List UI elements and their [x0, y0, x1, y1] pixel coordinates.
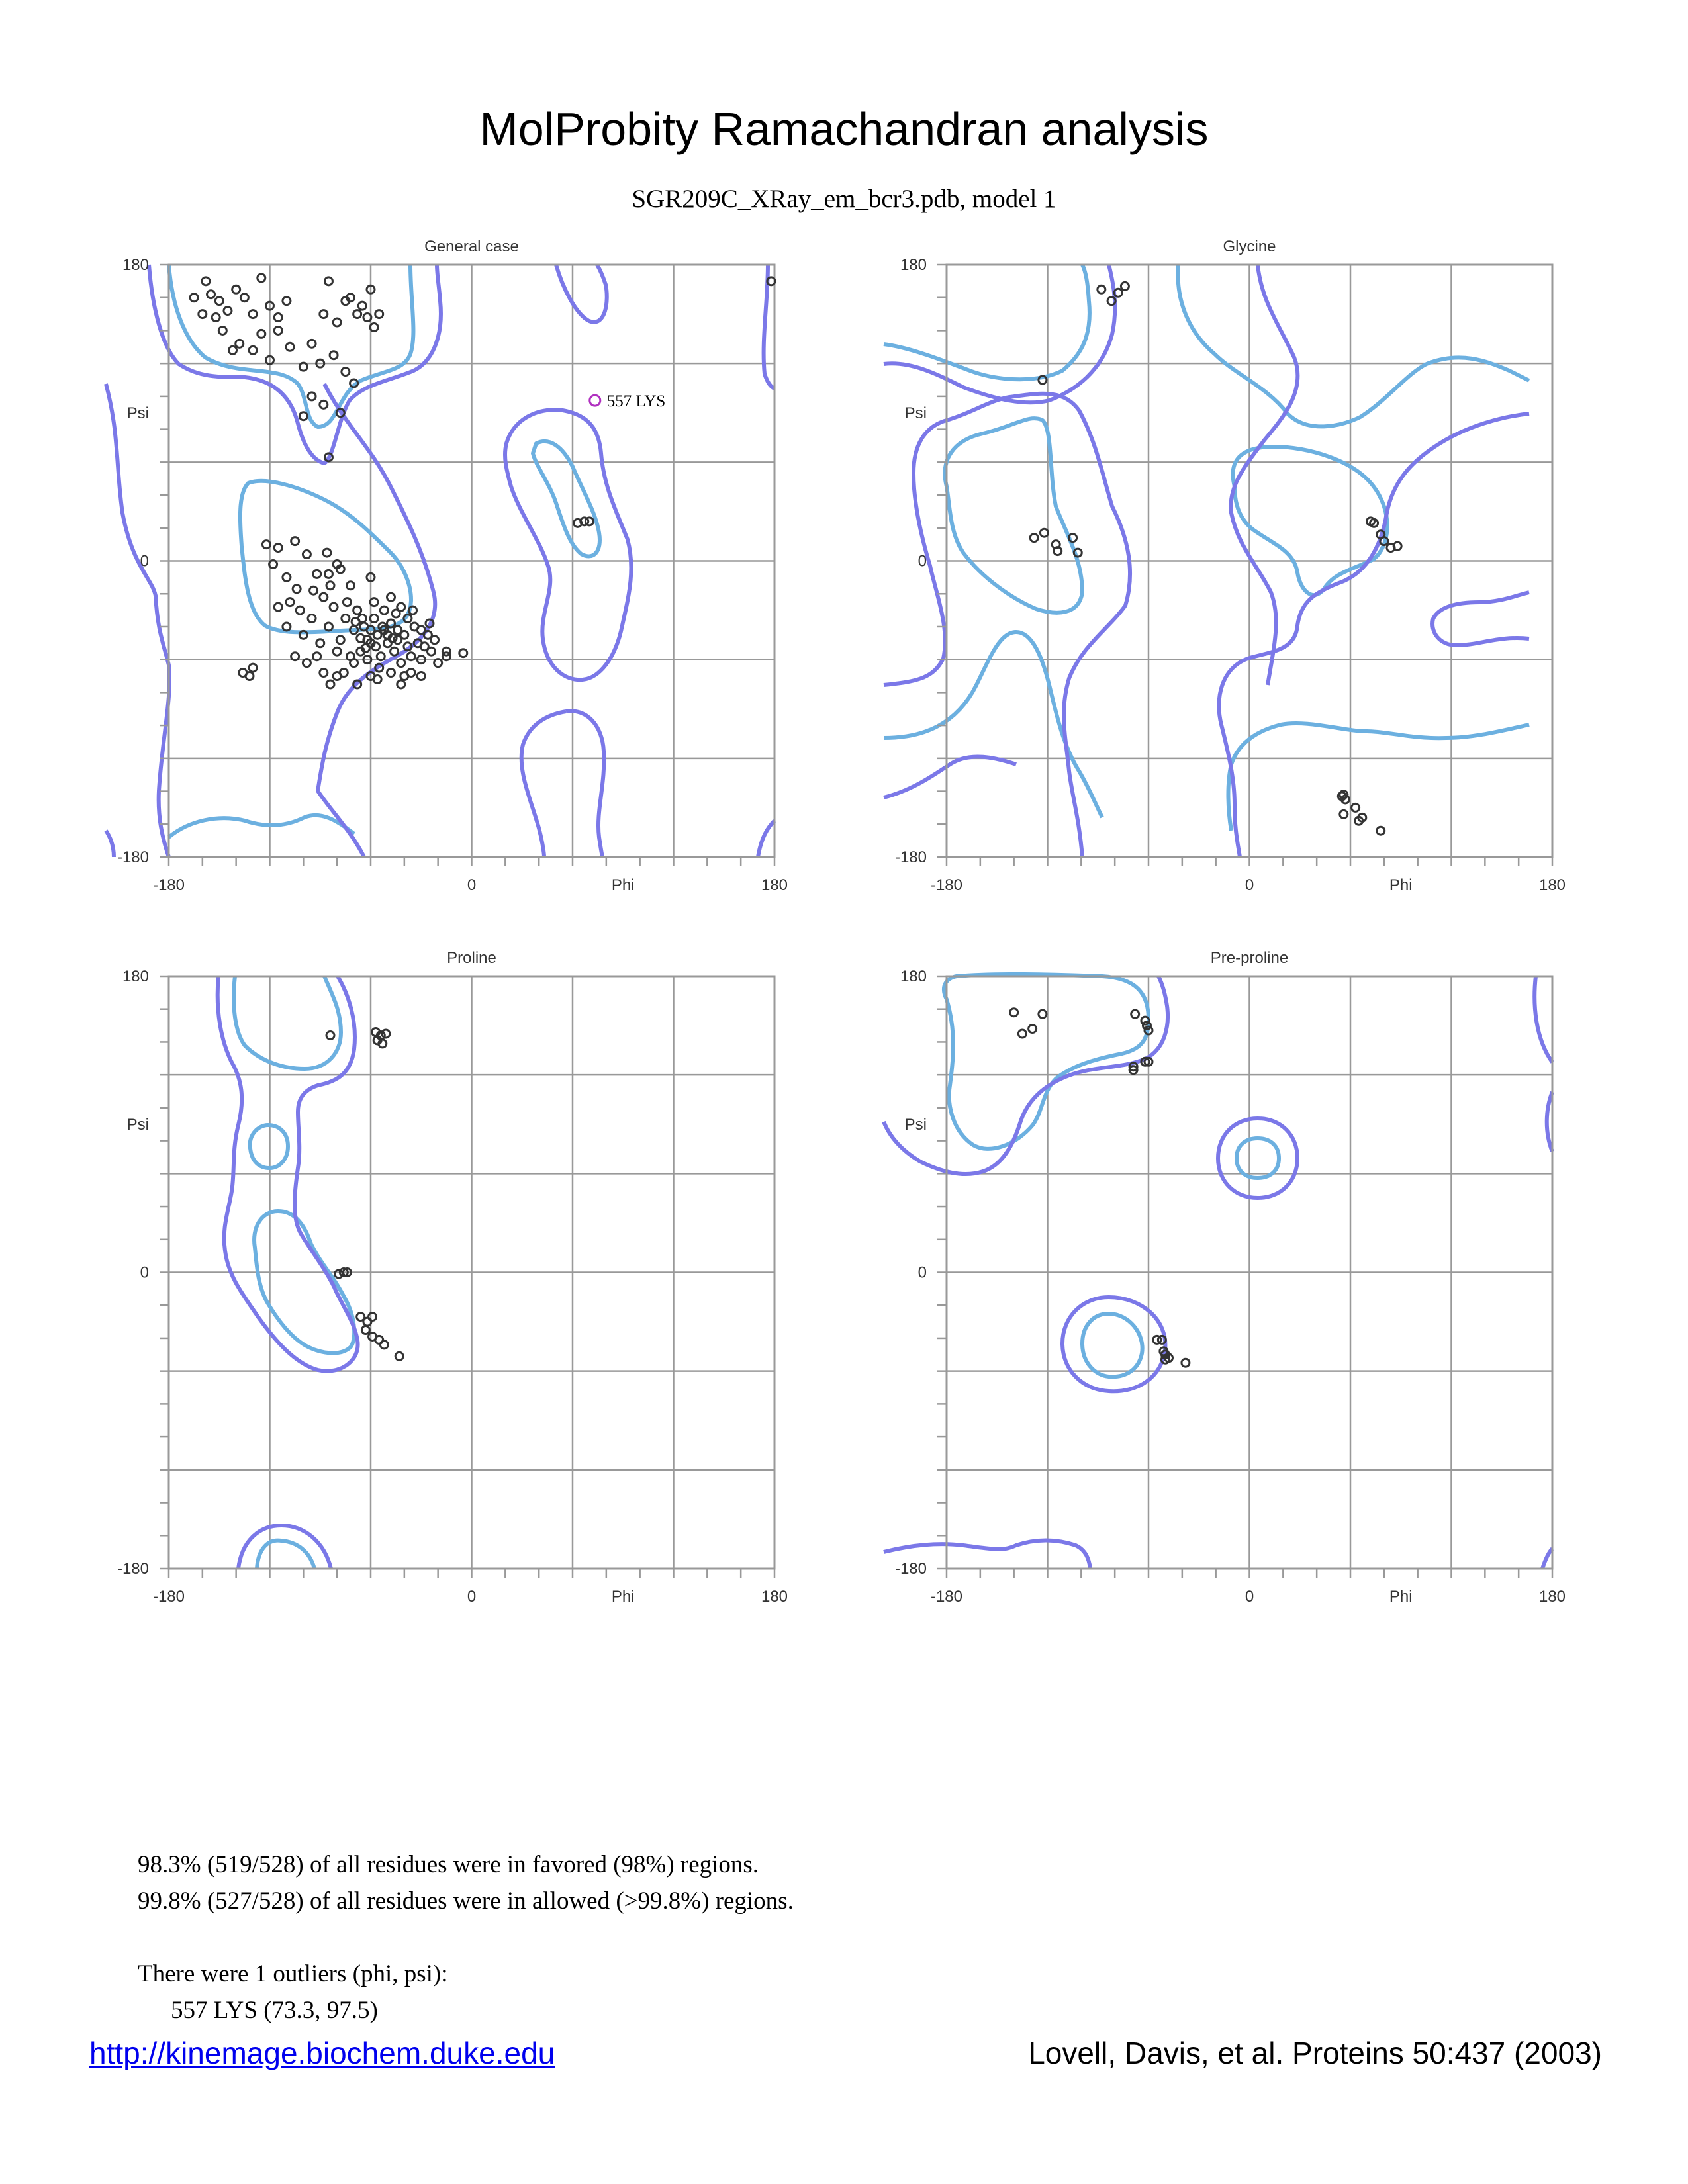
favored-contour — [944, 974, 1149, 1149]
allowed-contour — [1432, 592, 1529, 645]
data-point — [324, 277, 332, 285]
allowed-contour — [1231, 265, 1297, 685]
data-point — [352, 617, 359, 625]
favored-contour — [1178, 265, 1529, 426]
data-point — [236, 340, 244, 347]
data-point — [1029, 1025, 1037, 1033]
y-tick-label: 180 — [122, 256, 149, 274]
data-point — [397, 680, 405, 688]
panel-title: General case — [424, 238, 519, 255]
outlier-label: 557 LYS — [606, 392, 666, 411]
allowed-contour — [238, 1525, 331, 1569]
favored-contour — [257, 1541, 314, 1569]
data-point — [320, 669, 328, 677]
data-point — [258, 274, 265, 282]
data-point — [585, 518, 593, 525]
allowed-contour — [1534, 976, 1552, 1062]
x-tick-label: 180 — [761, 876, 788, 894]
data-point — [1098, 285, 1105, 293]
data-point — [324, 570, 332, 578]
favored-contour — [533, 441, 600, 557]
data-point — [286, 598, 294, 606]
outlier-point — [590, 395, 600, 406]
axis-ticks — [937, 976, 1552, 1578]
allowed-contour — [884, 756, 1016, 797]
data-point — [308, 340, 316, 347]
data-point — [320, 310, 328, 318]
x-axis-label: Phi — [1389, 876, 1413, 894]
y-axis-label: Psi — [126, 1115, 149, 1134]
data-point — [240, 294, 248, 302]
data-point — [310, 586, 318, 594]
data-point — [308, 615, 316, 623]
data-point — [274, 326, 282, 334]
data-point — [212, 314, 220, 322]
allowed-contour — [764, 265, 774, 388]
allowed-contour — [758, 821, 774, 857]
data-point — [258, 330, 265, 338]
x-tick-label: -180 — [152, 876, 185, 894]
data-point — [299, 412, 307, 420]
x-axis-label: Phi — [1389, 1588, 1413, 1606]
y-tick-label: -180 — [894, 848, 927, 866]
data-point — [336, 636, 344, 644]
allowed-contour — [1542, 1549, 1552, 1569]
data-point — [249, 310, 257, 318]
outliers-heading: There were 1 outliers (phi, psi): — [138, 1960, 448, 1987]
allowed-summary: 99.8% (527/528) of all residues were in allowed (>99.8%) regions. — [138, 1888, 794, 1915]
data-point — [249, 346, 257, 354]
favored-contour — [169, 815, 354, 837]
data-point — [323, 549, 331, 557]
data-point — [417, 626, 425, 634]
allowed-contour — [106, 384, 169, 857]
data-point — [333, 318, 341, 326]
x-tick-label: 0 — [1244, 876, 1254, 894]
x-tick-label: 0 — [467, 1588, 477, 1606]
data-point — [459, 649, 467, 657]
data-point — [358, 302, 366, 310]
ramachandran-plot-proline — [106, 933, 801, 1608]
data-point — [1131, 1010, 1139, 1018]
data-point — [218, 326, 226, 334]
x-tick-label: 180 — [1538, 1588, 1566, 1606]
panel-title: Glycine — [1223, 238, 1276, 255]
data-point — [391, 647, 399, 655]
data-point — [274, 314, 282, 322]
panel-title: Proline — [447, 949, 496, 967]
data-point — [417, 672, 425, 680]
data-point — [291, 537, 299, 545]
data-point — [1182, 1359, 1190, 1367]
allowed-contour — [884, 265, 1115, 402]
data-point — [283, 297, 291, 305]
data-point — [431, 636, 439, 644]
grid — [169, 265, 774, 857]
allowed-contour — [1219, 414, 1529, 857]
data-point — [342, 368, 350, 376]
data-point — [395, 1352, 403, 1360]
data-point — [353, 310, 361, 318]
data-point — [387, 593, 395, 601]
y-tick-label: -180 — [894, 1560, 927, 1578]
x-tick-label: 0 — [1244, 1588, 1254, 1606]
y-axis-label: Psi — [904, 404, 927, 422]
data-point — [1030, 534, 1038, 542]
data-point — [373, 676, 381, 684]
y-tick-label: -180 — [117, 1560, 149, 1578]
favored-contour — [234, 976, 341, 1069]
x-axis-label: Phi — [611, 876, 635, 894]
y-tick-label: 0 — [917, 552, 927, 570]
x-axis-label: Phi — [611, 1588, 635, 1606]
data-point — [394, 626, 402, 634]
data-point — [361, 1326, 369, 1334]
grid — [947, 976, 1552, 1569]
data-point — [326, 582, 334, 590]
data-point — [316, 639, 324, 647]
data-point — [407, 669, 415, 677]
data-point — [326, 1032, 334, 1040]
data-point — [342, 615, 350, 623]
y-tick-label: -180 — [117, 848, 149, 866]
data-point — [380, 1341, 388, 1349]
data-point — [229, 346, 237, 354]
data-point — [1018, 1030, 1026, 1038]
data-point — [199, 310, 207, 318]
data-point — [293, 585, 301, 593]
data-point — [320, 400, 328, 408]
data-point — [239, 669, 247, 677]
axis-ticks — [937, 265, 1552, 866]
page-subtitle: SGR209C_XRay_em_bcr3.pdb, model 1 — [632, 185, 1056, 213]
favored-summary: 98.3% (519/528) of all residues were in favored (98%) regions. — [138, 1851, 759, 1878]
favored-contour — [945, 418, 1082, 613]
ramachandran-plot-preproline — [884, 933, 1579, 1608]
data-point — [320, 593, 328, 601]
page-title: MolProbity Ramachandran analysis — [479, 103, 1209, 155]
data-point — [1039, 1010, 1047, 1018]
favored-contour — [1082, 1314, 1143, 1377]
data-point — [1010, 1009, 1018, 1017]
data-point — [190, 294, 198, 302]
x-tick-label: 0 — [467, 876, 477, 894]
favored-contour — [884, 265, 1090, 379]
summary — [138, 1846, 794, 2028]
grid — [947, 265, 1552, 857]
data-point — [375, 310, 383, 318]
data-point — [283, 573, 291, 581]
y-axis-label: Psi — [126, 404, 149, 422]
allowed-contour — [522, 711, 566, 857]
data-point — [333, 647, 341, 655]
favored-contour — [1237, 1138, 1279, 1178]
data-point — [369, 1313, 377, 1321]
data-point — [382, 1030, 390, 1038]
y-tick-label: 0 — [140, 1263, 149, 1282]
y-axis-label: Psi — [904, 1115, 927, 1134]
data-point — [274, 544, 282, 552]
data-point — [330, 351, 338, 359]
data-point — [274, 603, 282, 611]
allowed-contour — [884, 394, 1130, 857]
kinemage-link[interactable]: http://kinemage.biochem.duke.edu — [89, 2036, 555, 2070]
axis-ticks — [160, 976, 774, 1578]
panel-title: Pre-proline — [1210, 949, 1289, 967]
data-point — [249, 664, 257, 672]
data-point — [380, 606, 388, 614]
x-tick-label: -180 — [930, 876, 963, 894]
data-point — [335, 1270, 343, 1278]
allowed-contour — [566, 711, 604, 857]
data-point — [326, 680, 334, 688]
outlier-entry: 557 LYS (73.3, 97.5) — [171, 1997, 378, 2024]
allowed-contour — [106, 831, 114, 857]
data-point — [1340, 810, 1348, 818]
citation: Lovell, Davis, et al. Proteins 50:437 (2003) — [1028, 2036, 1602, 2070]
data-point — [353, 606, 361, 614]
ramachandran-plot-general — [106, 222, 801, 897]
data-point — [1352, 803, 1360, 811]
data-point — [347, 582, 355, 590]
data-point — [202, 277, 210, 285]
data-point — [286, 343, 294, 351]
y-tick-label: 180 — [900, 968, 927, 985]
x-tick-label: 180 — [761, 1588, 788, 1606]
allowed-contour — [505, 410, 632, 680]
y-tick-label: 0 — [917, 1263, 927, 1282]
y-tick-label: 0 — [140, 552, 149, 570]
data-point — [1377, 827, 1385, 835]
favored-contour — [1233, 447, 1387, 595]
x-tick-label: -180 — [152, 1588, 185, 1606]
data-point — [1121, 282, 1129, 290]
y-tick-label: 180 — [900, 256, 927, 274]
data-point — [333, 672, 341, 680]
data-point — [303, 551, 310, 559]
data-point — [313, 570, 321, 578]
x-tick-label: -180 — [930, 1588, 963, 1606]
x-tick-label: 180 — [1538, 876, 1566, 894]
data-point — [387, 669, 395, 677]
data-point — [397, 603, 405, 611]
data-points — [1030, 282, 1401, 835]
data-point — [330, 603, 338, 611]
y-tick-label: 180 — [122, 968, 149, 985]
data-point — [224, 307, 232, 315]
data-points — [1010, 1009, 1190, 1367]
data-point — [232, 285, 240, 293]
allowed-contour — [1218, 1118, 1297, 1198]
favored-contour — [1228, 723, 1529, 831]
allowed-contour — [556, 265, 607, 322]
data-point — [215, 297, 223, 305]
data-point — [283, 623, 291, 631]
data-point — [343, 598, 351, 606]
ramachandran-plot-glycine — [884, 222, 1579, 897]
data-point — [207, 291, 215, 298]
data-point — [428, 647, 436, 655]
data-point — [308, 392, 316, 400]
data-point — [296, 606, 304, 614]
